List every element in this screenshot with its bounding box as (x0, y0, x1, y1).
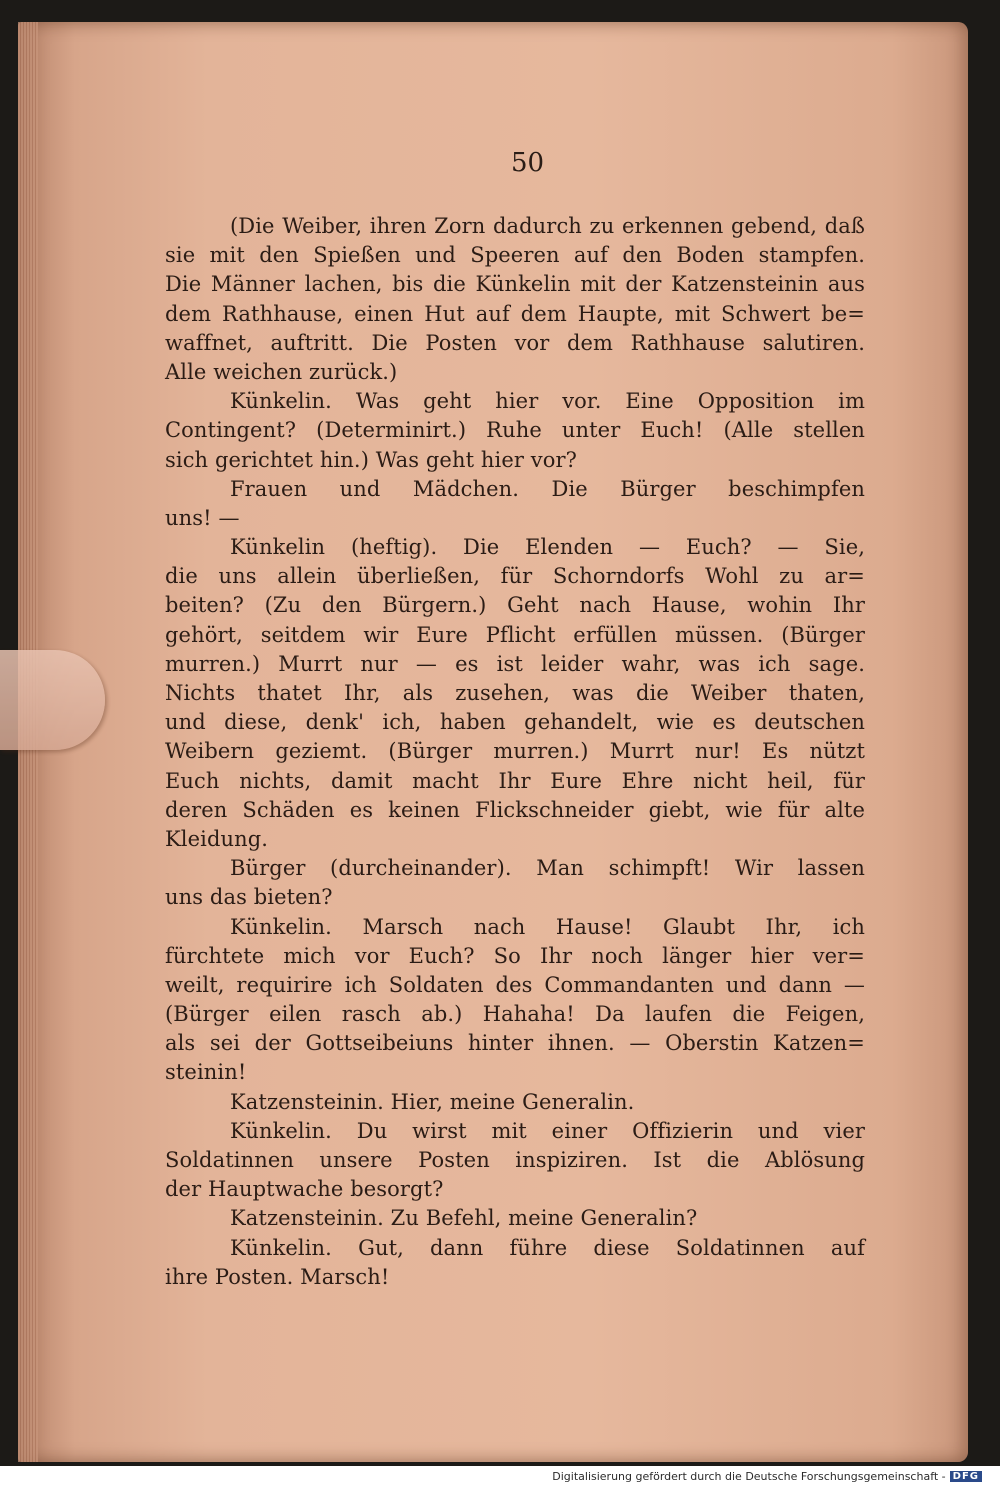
footer-credit (546, 1466, 986, 1485)
page-text (165, 212, 865, 1292)
text-line: ihre Posten. Marsch! (165, 1264, 390, 1289)
footer-text: Digitalisierung gefördert durch die Deutsche Forschungsgemeinschaft - (552, 1469, 946, 1483)
text-line: die uns allein überließen, für Schorndorfs Wohl zu ar= (165, 564, 865, 589)
text-line: Katzensteinin. Hier, meine Generalin. (230, 1089, 635, 1114)
text-line: Frauen und Mädchen. Die Bürger beschimpfen (230, 476, 865, 501)
page-number: 50 (510, 148, 545, 178)
text-line: sie mit den Spießen und Speeren auf den Boden stampfen. (165, 243, 865, 268)
text-line: deren Schäden es keinen Flickschneider giebt, wie für alte (165, 797, 865, 822)
page-tab-marker (0, 650, 105, 750)
text-line: (Bürger eilen rasch ab.) Hahaha! Da laufen die Feigen, (165, 1002, 865, 1027)
text-line: Contingent? (Determinirt.) Ruhe unter Euch! (Alle stellen (165, 418, 865, 443)
text-line: waffnet, auftritt. Die Posten vor dem Rathhause salutiren. (165, 330, 865, 355)
text-line: Die Männer lachen, bis die Künkelin mit der Katzensteinin aus (165, 272, 865, 297)
text-line: steinin! (165, 1060, 247, 1085)
text-line: Künkelin. Du wirst mit einer Offizierin und vier (230, 1118, 865, 1143)
text-line: gehört, seitdem wir Eure Pflicht erfüllen müssen. (Bürger (165, 622, 865, 647)
text-line: Alle weichen zurück.) (165, 359, 398, 384)
text-line: Nichts thatet Ihr, als zusehen, was die Weiber thaten, (165, 681, 865, 705)
text-line: Künkelin. Gut, dann führe diese Soldatinnen auf (230, 1235, 865, 1260)
text-line: beiten? (Zu den Bürgern.) Geht nach Hause, wohin Ihr (165, 593, 865, 618)
text-line: Künkelin (heftig). Die Elenden — Euch? — Sie, (230, 535, 865, 560)
text-line: dem Rathhause, einen Hut auf dem Haupte, mit Schwert be= (165, 301, 865, 326)
text-line: Katzensteinin. Zu Befehl, meine Generalin? (230, 1206, 698, 1231)
text-line: als sei der Gottseibeiuns hinter ihnen. — Oberstin Katzen= (165, 1031, 865, 1056)
text-line: Euch nichts, damit macht Ihr Eure Ehre nicht heil, für (165, 768, 865, 793)
text-line: Kleidung. (165, 826, 269, 851)
text-line: Soldatinnen unsere Posten inspiziren. Ist die Ablösung (165, 1148, 865, 1172)
text-line: (Die Weiber, ihren Zorn dadurch zu erkennen gebend, daß (230, 214, 865, 238)
text-line: Künkelin. Was geht hier vor. Eine Opposition im (230, 389, 865, 414)
text-line: Weibern geziemt. (Bürger murren.) Murrt nur! Es nützt (165, 739, 865, 764)
text-line: uns das bieten? (165, 885, 333, 910)
dfg-logo: DFG (950, 1471, 982, 1482)
text-line: uns! — (165, 505, 240, 530)
text-line: Bürger (durcheinander). Man schimpft! Wir lassen (230, 856, 865, 881)
text-line: fürchtete mich vor Euch? So Ihr noch länger hier ver= (165, 943, 865, 968)
text-line: der Hauptwache besorgt? (165, 1177, 444, 1202)
text-line: Künkelin. Marsch nach Hause! Glaubt Ihr, ich (230, 914, 865, 939)
text-line: sich gerichtet hin.) Was geht hier vor? (165, 447, 577, 472)
text-line: murren.) Murrt nur — es ist leider wahr, was ich sage. (165, 651, 865, 676)
text-line: und diese, denk' ich, haben gehandelt, wie es deutschen (165, 710, 865, 735)
text-line: weilt, requirire ich Soldaten des Commandanten und dann — (165, 972, 865, 997)
